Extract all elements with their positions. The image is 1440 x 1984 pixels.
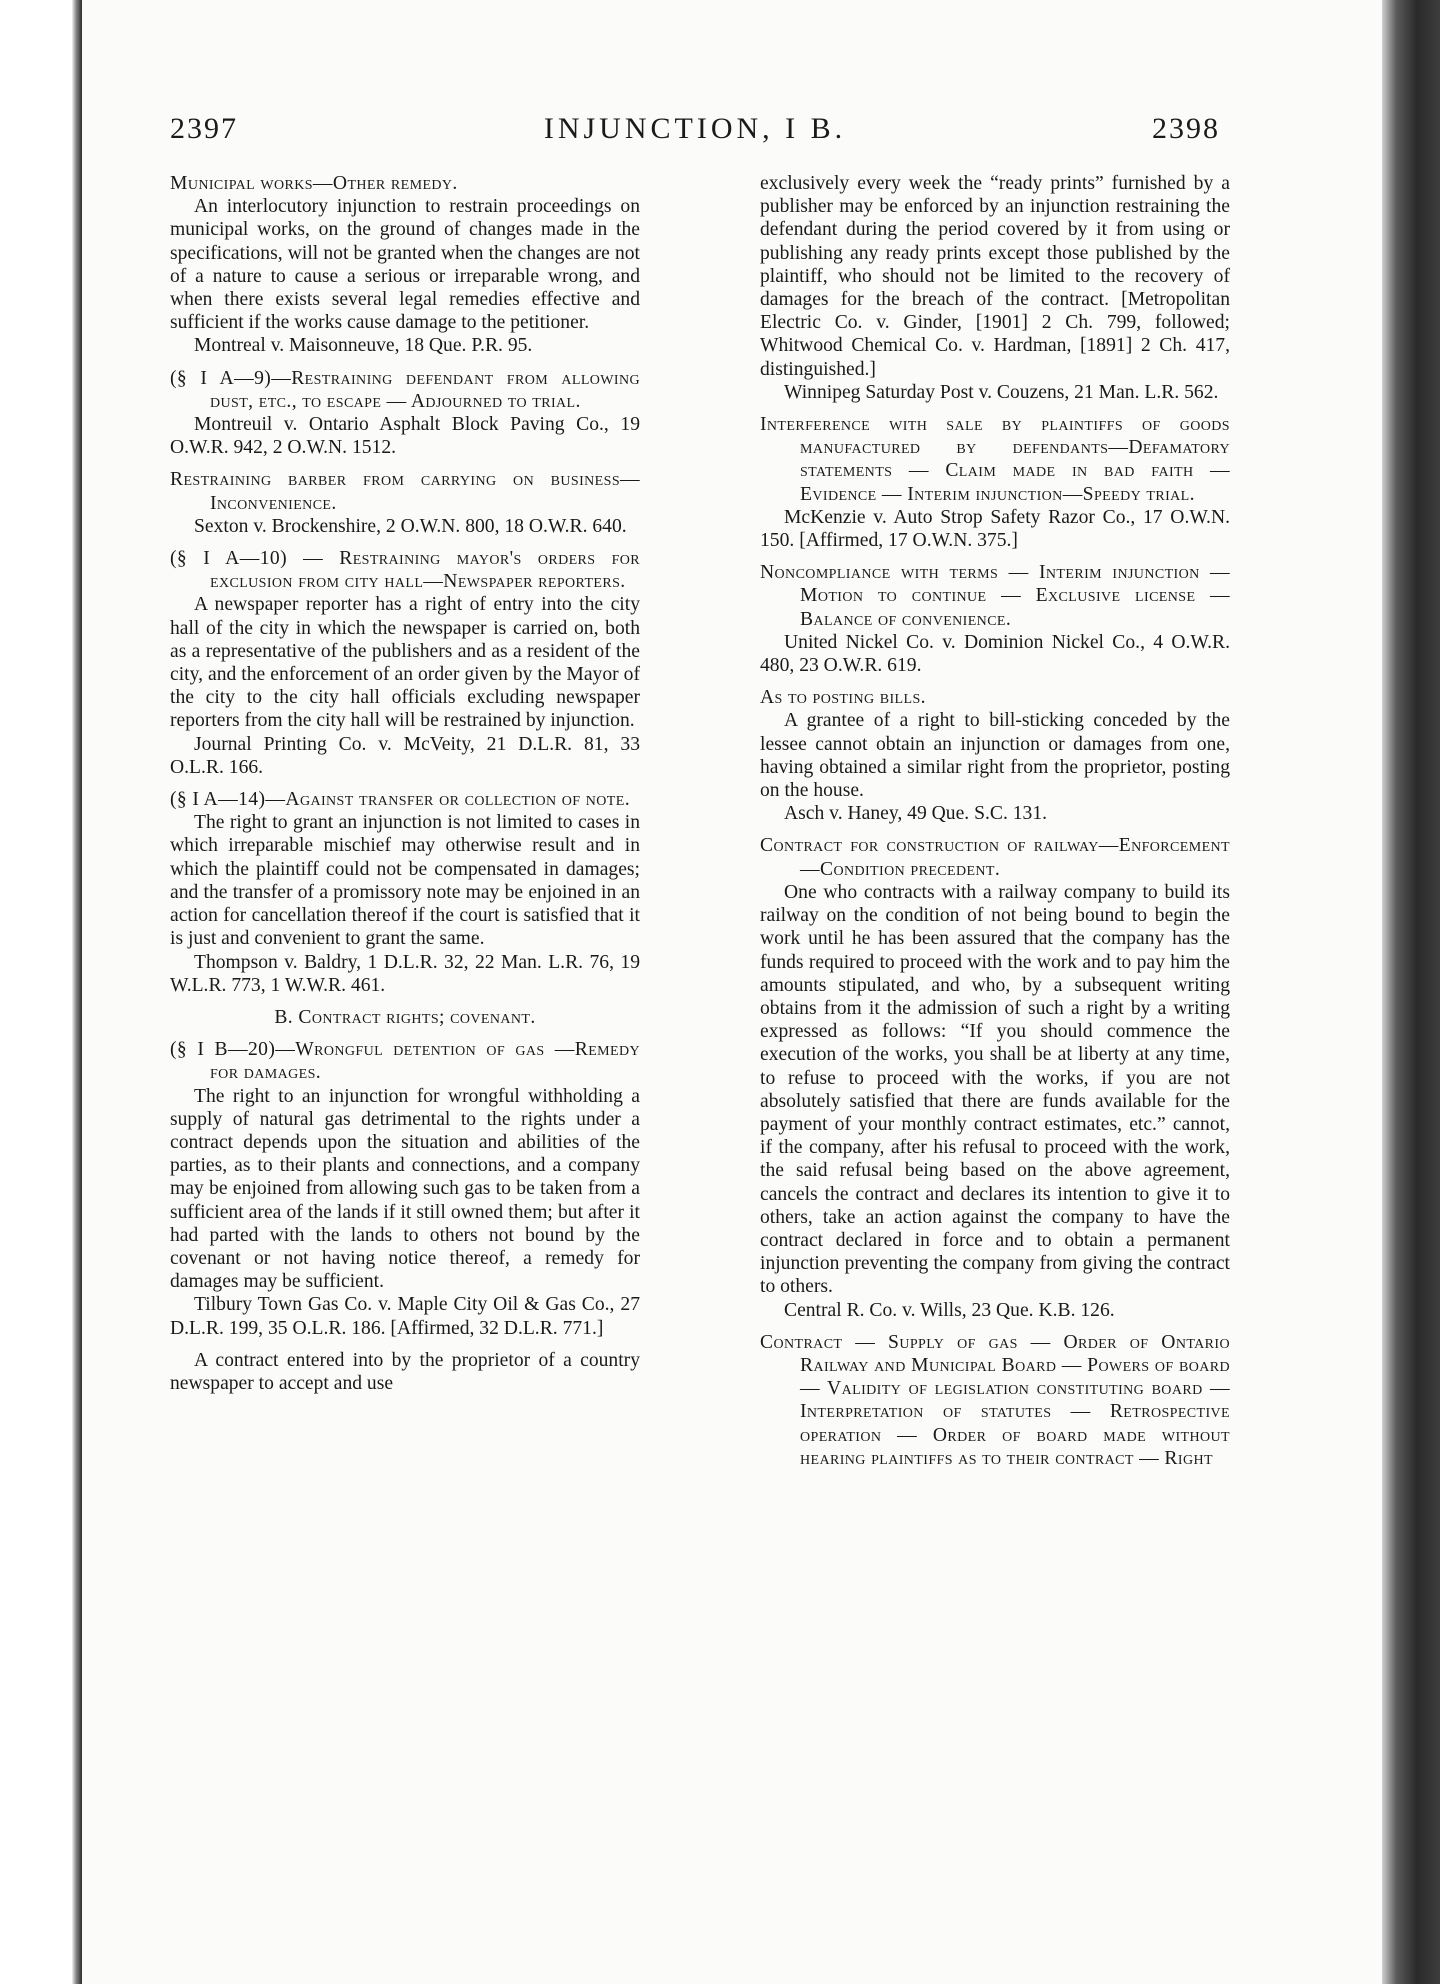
left-column bbox=[170, 172, 640, 1395]
paragraph: A grantee of a right to bill-sticking conceded by the lessee cannot obtain an injunction or damages from one, having obtained a similar right from the proprietor, posting on the house. bbox=[760, 710, 1230, 802]
paragraph: A contract entered into by the proprietor of a country newspaper to accept and use bbox=[170, 1349, 640, 1394]
section-heading: As to posting bills. bbox=[760, 687, 926, 709]
section-heading: Contract for construction of railway—Enforcement—Condition precedent. bbox=[760, 835, 1230, 880]
case-citation: Montreuil v. Ontario Asphalt Block Paving Co., 19 O.W.R. 942, 2 O.W.N. 1512. bbox=[170, 414, 640, 459]
section-heading: (§ I B—20)—Wrongful detention of gas —Remedy for damages. bbox=[170, 1039, 640, 1084]
case-citation: United Nickel Co. v. Dominion Nickel Co., 4 O.W.R. 480, 23 O.W.R. 619. bbox=[760, 631, 1230, 677]
paragraph: An interlocutory injunction to restrain proceedings on municipal works, on the ground of changes made in the specifications, will not be granted when the changes are not of a nature to cause a serious or irreparable wrong, and when there exists several legal remedies effective and sufficient if the works cause damage to the petitioner. bbox=[170, 196, 640, 334]
case-citation: Montreal v. Maisonneuve, 18 Que. P.R. 95. bbox=[194, 335, 533, 357]
page-header bbox=[170, 112, 1220, 162]
paragraph: exclusively every week the “ready prints” furnished by a publisher may be enforced by an injunction restraining the defendant during the period covered by it from using or publishing any ready prints except those published by the plaintiff, who should not be limited to the recovery of damages for the breach of the contract. [Metropolitan Electric Co. v. Ginder, [1901] 2 Ch. 799, followed; Whitwood Chemical Co. v. Hardman, [1891] 2 Ch. 417, distinguished.] bbox=[760, 173, 1230, 380]
paragraph: The right to an injunction for wrongful withholding a supply of natural gas detrimental to the rights under a contract depends upon the situation and abilities of the parties, as to their plants and connections, and a company may be enjoined from allowing such gas to be taken from a sufficient area of the lands if it still owned them; but after it had parted with the lands to others not bound by the covenant or not having notice thereof, a remedy for damages may be sufficient. bbox=[170, 1085, 640, 1293]
section-heading: Contract — Supply of gas — Order of Ontario Railway and Municipal Board — Powers of board — Validity of legislation constituting board — Interpretation of statutes — Retrospective operation — Order of board made without hearing plaintiffs as to their contract — Right bbox=[760, 1331, 1230, 1469]
case-citation: Thompson v. Baldry, 1 D.L.R. 32, 22 Man. L.R. 76, 19 W.L.R. 773, 1 W.W.R. 461. bbox=[170, 951, 640, 996]
running-title: INJUNCTION, I B. bbox=[543, 112, 847, 145]
paragraph: A newspaper reporter has a right of entry into the city hall of the city in which the newspaper is carried on, both as a representative of the publishers and as a resident of the city, and the enforcement of an order given by the Mayor of the city to the city hall officials excluding newspaper reporters from the city hall will be restrained by injunction. bbox=[170, 594, 640, 732]
case-citation: McKenzie v. Auto Strop Safety Razor Co., 17 O.W.N. 150. [Affirmed, 17 O.W.N. 375.] bbox=[760, 506, 1230, 552]
scan-left-margin bbox=[0, 0, 82, 1984]
paragraph: One who contracts with a railway company to build its railway on the condition of not being bound to begin the work until he has been assured that the company has the funds required to proceed with the work and to pay him the amounts stipulated, and who, by a subsequent writing obtains from it the admission of such a right by a writing expressed as follows: “If you should commence the execution of the works, you shall be at liberty at any time, to refuse to proceed with the works, if you are not absolutely satisfied that there are funds available for the payment of your monthly contract estimates, etc.” cannot, if the company, after his refusal to proceed with the work, the said refusal being based on the above agreement, cancels the contract and declares its intention to give it to others, take an action against the company to have the contract declared in force and to obtain a permanent injunction preventing the company from giving the contract to others. bbox=[760, 881, 1230, 1298]
page-number-right: 2398 bbox=[1152, 112, 1220, 145]
page-number-left: 2397 bbox=[170, 112, 238, 145]
section-heading: Municipal works—Other remedy. bbox=[170, 173, 458, 194]
case-citation: Journal Printing Co. v. McVeity, 21 D.L.R. 81, 33 O.L.R. 166. bbox=[170, 733, 640, 778]
section-heading: (§ I A—9)—Restraining defendant from allowing dust, etc., to escape — Adjourned to trial. bbox=[170, 367, 640, 412]
case-citation: Tilbury Town Gas Co. v. Maple City Oil & Gas Co., 27 D.L.R. 199, 35 O.L.R. 186. [Affirmed, 32 D.L.R. 771.] bbox=[170, 1294, 640, 1339]
section-heading: (§ I A—10) — Restraining mayor's orders for exclusion from city hall—Newspaper reporters. bbox=[170, 548, 640, 593]
section-heading: Interference with sale by plaintiffs of goods manufactured by defendants—Defamatory statements — Claim made in bad faith — Evidence — Interim injunction—Speedy trial. bbox=[760, 414, 1230, 505]
paragraph: The right to grant an injunction is not limited to cases in which irreparable mischief may otherwise result and in which the plaintiff could not be compensated in damages; and the transfer of a promissory note may be enjoined in an action for cancellation thereof if the court is satisfied that it is just and convenient to grant the same. bbox=[170, 812, 640, 950]
case-citation: Asch v. Haney, 49 Que. S.C. 131. bbox=[784, 803, 1048, 825]
page-fold-shadow bbox=[72, 0, 82, 1984]
section-heading: Restraining barber from carrying on business—Inconvenience. bbox=[170, 469, 640, 514]
book-binding-edge bbox=[1382, 0, 1440, 1984]
subsection-title: B. Contract rights; covenant. bbox=[274, 1006, 536, 1028]
right-column bbox=[760, 172, 1230, 1470]
section-heading: Noncompliance with terms — Interim injunction — Motion to continue — Exclusive license — Balance of convenience. bbox=[760, 562, 1230, 630]
case-citation: Central R. Co. v. Wills, 23 Que. K.B. 126. bbox=[784, 1299, 1115, 1321]
case-citation: Sexton v. Brockenshire, 2 O.W.N. 800, 18 O.W.R. 640. bbox=[194, 515, 627, 537]
case-citation: Winnipeg Saturday Post v. Couzens, 21 Man. L.R. 562. bbox=[784, 381, 1219, 403]
section-heading: (§ I A—14)—Against transfer or collection of note. bbox=[170, 789, 631, 811]
